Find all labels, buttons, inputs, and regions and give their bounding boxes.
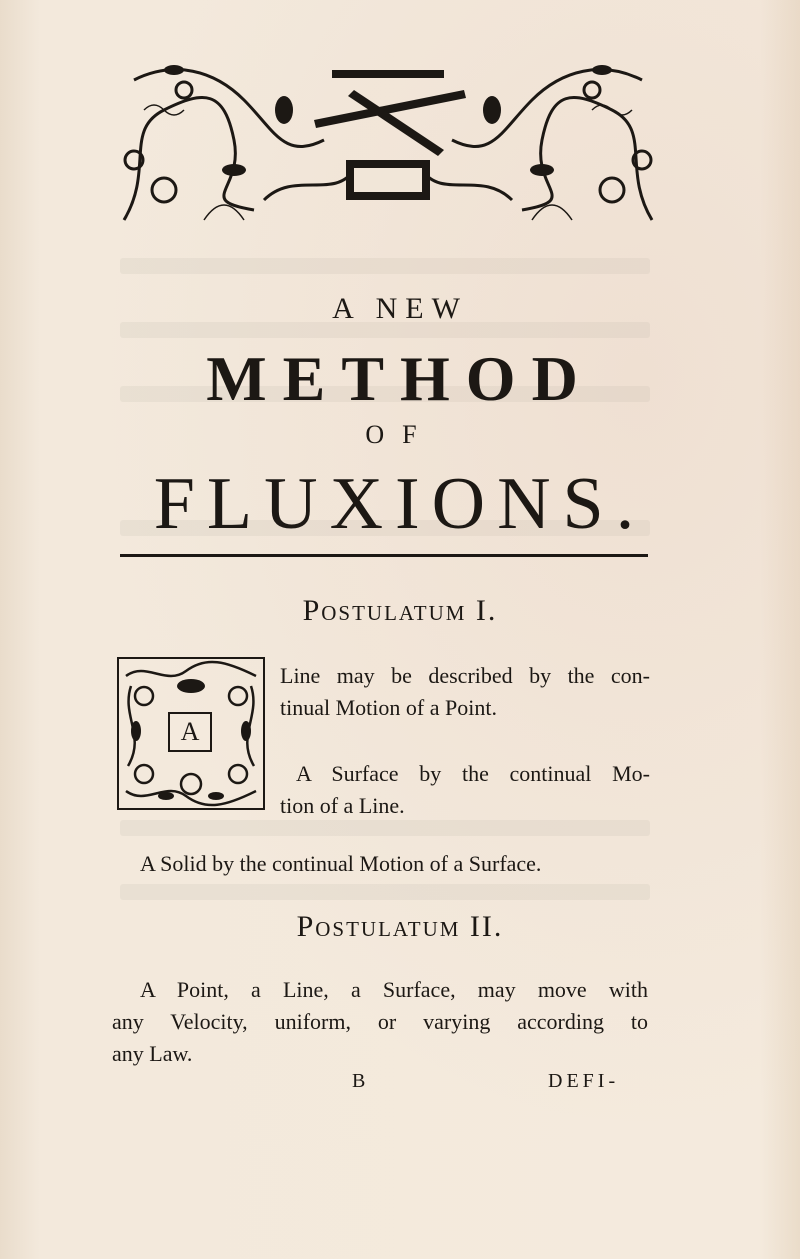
signature-mark: B xyxy=(352,1070,366,1092)
postulatum-1-line-5: A Solid by the continual Motion of a Surface. xyxy=(140,851,542,876)
headpiece-ornament xyxy=(114,50,662,238)
show-through-line xyxy=(120,884,650,900)
postulatum-1-line-3: A Surface by the continual Mo- xyxy=(296,761,650,786)
drop-cap-letter: A xyxy=(168,712,212,752)
postulatum-1-line-2: tinual Motion of a Point. xyxy=(280,695,497,720)
show-through-line xyxy=(120,820,650,836)
catchword: DEFI- xyxy=(548,1070,620,1092)
title-line-fluxions: FLUXIONS. xyxy=(153,463,647,545)
title-rule xyxy=(120,554,648,557)
postulatum-2-line-3: any Law. xyxy=(112,1041,193,1066)
postulatum-1-line-4: tion of a Line. xyxy=(280,793,405,818)
postulatum-2-line-1: A Point, a Line, a Surface, may move with xyxy=(140,977,648,1002)
postulatum-2-line-2: any Velocity, uniform, or varying according to xyxy=(112,1009,648,1034)
title-line-of: OF xyxy=(365,420,435,449)
show-through-line xyxy=(120,258,650,274)
postulatum-1-line-1: Line may be described by the con- xyxy=(280,663,650,688)
title-line-a-new: A NEW xyxy=(332,292,468,325)
postulatum-1-heading: Postulatum I. xyxy=(302,594,498,627)
postulatum-2-heading: Postulatum II. xyxy=(296,910,504,943)
title-line-method: METHOD xyxy=(206,343,594,414)
